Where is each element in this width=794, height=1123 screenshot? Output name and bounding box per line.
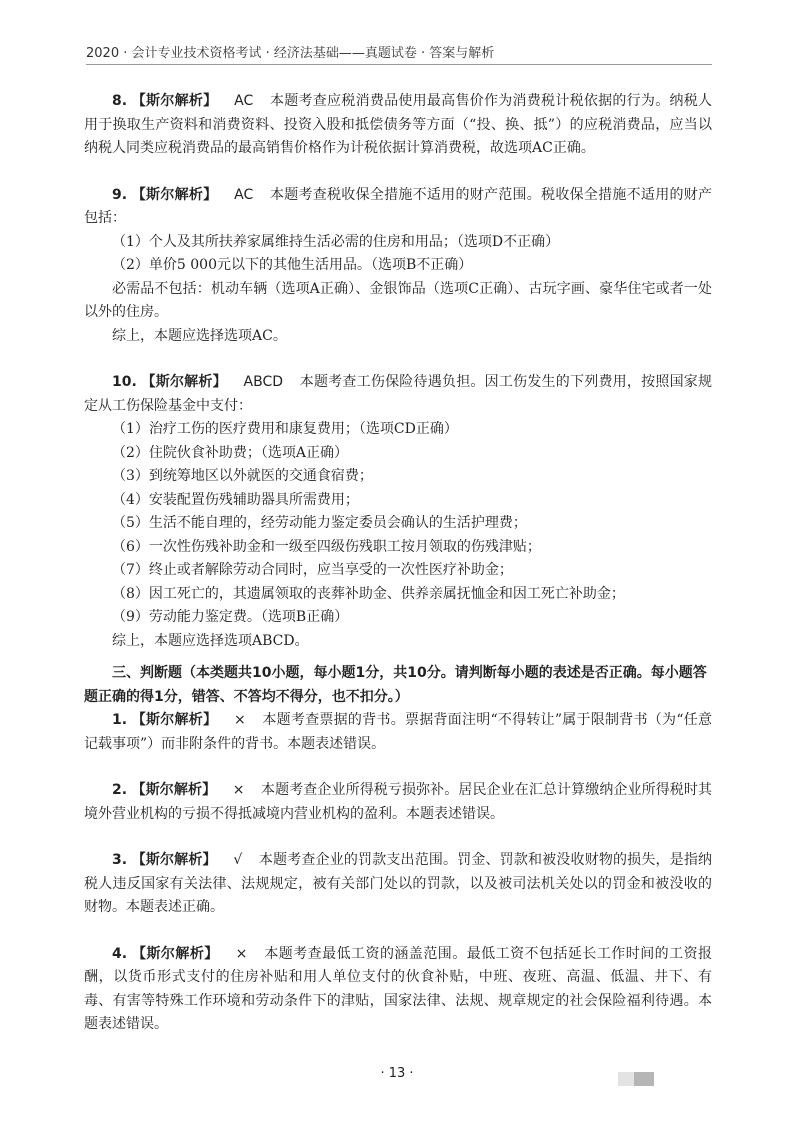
analysis-text: 本题考查工伤保险待遇负担。因工伤发生的下列费用，按照国家规定从工伤保险基金中支付：: [84, 374, 713, 414]
analysis-tag: 【斯尔解析】: [131, 186, 218, 203]
analysis-tag: 【斯尔解析】: [131, 945, 219, 962]
item-number: 2.: [112, 782, 128, 798]
answer-key: ×: [233, 712, 246, 728]
list-item: （2）住院伙食补助费；（选项A正确）: [112, 444, 349, 461]
analysis-text: 本题考查企业所得税亏损弥补。居民企业在汇总计算缴纳企业所得税时其境外营业机构的亏损不得抵减境内营业机构的盈利。本题表述错误。: [84, 782, 712, 822]
answer-key: AC: [234, 93, 254, 109]
analysis-text: 本题考查最低工资的涵盖范围。最低工资不包括延长工作时间的工资报酬，以货币形式支付的住房补贴和用人单位支付的伙食补贴，中班、夜班、高温、低温、井下、有毒、有害等特殊工作环境和劳动条件下的津贴，国家法律、法规、规章规定的社会保险福利待遇。本题表述错误。: [84, 945, 713, 1032]
list-item: （2）单价5 000元以下的其他生活用品。（选项B不正确）: [112, 257, 473, 273]
header-divider: [86, 64, 712, 65]
list-item: 必需品不包括：机动车辆（选项A正确）、金银饰品（选项C正确）、古玩字画、豪华住宅或者一处以外的住房。: [84, 280, 712, 320]
page-number: · 13 ·: [380, 1066, 414, 1081]
judge-item-4: [84, 943, 712, 1037]
answer-key: ×: [235, 945, 248, 962]
analysis-tag: 【斯尔解析】: [131, 93, 218, 109]
list-item: （9）劳动能力鉴定费。（选项B正确）: [112, 609, 349, 625]
analysis-text: 本题考查应税消费品使用最高售价作为消费税计税依据的行为。纳税人用于换取生产资料和消费资料、投资入股和抵偿债务等方面（“投、换、抵”）的应税消费品，应当以纳税人同类应税消费品的最高销售价格作为计税依据计算消费税，故选项AC正确。: [84, 93, 713, 156]
item-number: 8.: [112, 93, 128, 109]
list-item: （6）一次性伤残补助金和一级至四级伤残职工按月领取的伤残津贴；: [112, 538, 541, 555]
analysis-tag: 【斯尔解析】: [131, 712, 218, 728]
item-8: [84, 90, 712, 161]
item-number: 3.: [112, 852, 128, 868]
judge-item-2: [84, 779, 712, 826]
section-title: 三、判断题（本类题共10小题，每小题1分，共10分。请判断每小题的表述是否正确。每小题答题正确的得1分，错答、不答均不得分，也不扣分。）: [84, 665, 707, 705]
list-item: （5）生活不能自理的，经劳动能力鉴定委员会确认的生活护理费；: [112, 515, 527, 531]
list-item: （1）个人及其所扶养家属维持生活必需的住房和用品；（选项D不正确）: [112, 233, 560, 250]
item-number: 9.: [112, 186, 128, 203]
analysis-tag: 【斯尔解析】: [131, 852, 217, 868]
answer-content: [84, 90, 712, 1037]
analysis-tag: 【斯尔解析】: [131, 782, 217, 798]
analysis-text: 本题考查企业的罚款支出范围。罚金、罚款和被没收财物的损失，是指纳税人违反国家有关法律、法规规定，被有关部门处以的罚款，以及被司法机关处以的罚金和被没收的财物。本题表述正确。: [84, 852, 713, 915]
analysis-text: 本题考查票据的背书。票据背面注明“不得转让”属于限制背书（为“任意记载事项”）而非附条件的背书。本题表述错误。: [84, 712, 712, 752]
item-number: 4.: [112, 945, 128, 962]
answer-key: ×: [232, 782, 245, 798]
running-header: 2020 · 会计专业技术资格考试 · 经济法基础——真题试卷 · 答案与解析: [86, 46, 495, 61]
item-10: [84, 371, 712, 418]
list-item: （4）安装配置伤残辅助器具所需费用；: [112, 491, 359, 508]
answer-key: AC: [234, 186, 254, 203]
judge-item-1: [84, 709, 712, 756]
conclusion: 综上，本题应选择选项ABCD。: [112, 632, 309, 649]
corner-decoration: [618, 1072, 654, 1086]
list-item: （8）因工死亡的，其遗属领取的丧葬补助金、供养亲属抚恤金和因工死亡补助金；: [112, 585, 625, 602]
item-number: 1.: [112, 712, 128, 728]
item-9: [84, 184, 712, 231]
list-item: （1）治疗工伤的医疗费用和康复费用；（选项CD正确）: [112, 421, 458, 437]
analysis-tag: 【斯尔解析】: [141, 374, 227, 390]
item-number: 10.: [112, 374, 137, 390]
list-item: （3）到统筹地区以外就医的交通食宿费；: [112, 468, 373, 484]
list-item: （7）终止或者解除劳动合同时，应当享受的一次性医疗补助金；: [112, 562, 513, 578]
answer-key: ABCD: [243, 374, 284, 390]
judge-item-3: [84, 849, 712, 920]
conclusion: 综上，本题应选择选项AC。: [112, 327, 287, 344]
analysis-text: 本题考查税收保全措施不适用的财产范围。税收保全措施不适用的财产包括：: [84, 186, 713, 226]
answer-key: √: [233, 852, 243, 868]
